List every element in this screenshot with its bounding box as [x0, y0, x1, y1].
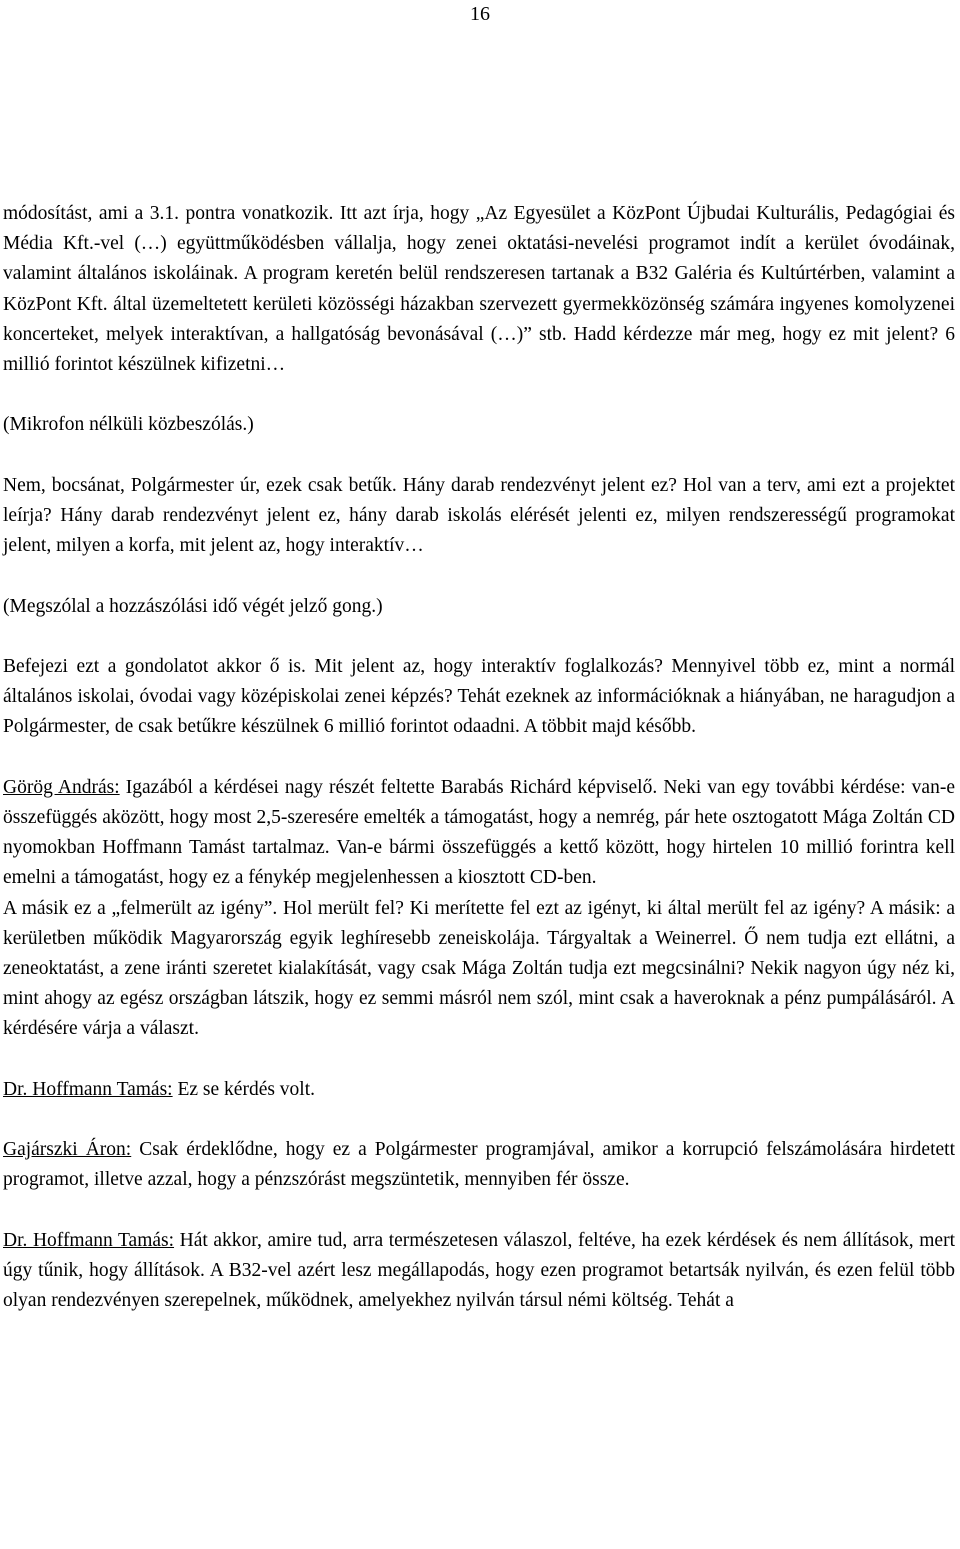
paragraph-10 [3, 1226, 955, 1317]
paragraph-text: (Megszólal a hozzászólási idő végét jelző gong.) [3, 595, 383, 617]
paragraph-text: Ez se kérdés volt. [177, 1078, 316, 1100]
paragraph-text: Befejezi ezt a gondolatot akkor ő is. Mit jelent az, hogy interaktív foglalkozás? Mennyivel több ez, mint a normál általános iskolai, óvodai vagy középiskolai zenei képzés? Tehát ezeknek az információknak a hiányában, ne haragudjon a Polgármester, de csak betűkre készülnek 6 millió forintot odaadni. A többit majd később. [3, 655, 955, 738]
paragraph-text: A másik ez a „felmerült az igény”. Hol merült fel? Ki merítette fel ezt az igényt, ki által merült fel az igény? A másik: a kerületben működik Magyarország egyik leghíresebb zeneiskolája. Tárgyaltak a Weinerrel. Ő nem tudja ezt ellátni, a zeneoktatást, a zene iránti szeretet kialakítását, vagy csak Mága Zoltán tudja ezt megcsinálni? Nekik nagyon úgy néz ki, mint ahogy az egész országban látszik, hogy ez semmi másról nem szól, mint csak a haveroknak a pénz pumpálásáról. A kérdésére várja a választ. [3, 897, 955, 1040]
speaker-name: Dr. Hoffmann Tamás: [3, 1078, 173, 1100]
speaker-name: Dr. Hoffmann Tamás: [3, 1229, 175, 1251]
paragraph-text: (Mikrofon nélküli közbeszólás.) [3, 414, 254, 436]
paragraph-7 [3, 894, 955, 1045]
paragraph-4 [3, 592, 955, 622]
paragraph-9 [3, 1135, 955, 1195]
paragraph-1 [3, 199, 955, 380]
document-body [3, 199, 955, 1316]
paragraph-text: Hát akkor, amire tud, arra természetesen válaszol, feltéve, ha ezek kérdések és nem állítások, mert úgy tűnik, hogy állítások. A B32-vel azért lesz megállapodás, hogy ezen programot betartsák nyilván, és ezen felül több olyan rendezvényen szerepelnek, működnek, amelyekhez nyilván társul némi költség. Tehát a [3, 1229, 955, 1312]
paragraph-text: Igazából a kérdései nagy részét feltette Barabás Richárd képviselő. Neki van egy további kérdése: van-e összefüggés aközött, hogy most 2,5-szeresére emelték a támogatást, hogy a nemrég, pár hete osztogatott Mága Zoltán CD nyomokban Hoffmann Tamást tartalmaz. Van-e bármi összefüggés a kettő között, hogy hirtelen 10 millió forintra kell emelni a támogatást, hogy ez a fénykép megjelenhessen a kiosztott CD-ben. [3, 776, 955, 889]
page-number: 16 [470, 3, 490, 25]
speaker-name: Görög András: [3, 776, 120, 798]
paragraph-text: Csak érdeklődne, hogy ez a Polgármester programjával, amikor a korrupció felszámolására hirdetett programot, illetve azzal, hogy a pénzszórást megszüntetik, mennyiben fér össze. [3, 1139, 955, 1191]
paragraph-text: módosítást, ami a 3.1. pontra vonatkozik. Itt azt írja, hogy „Az Egyesület a KözPont Újbudai Kulturális, Pedagógiai és Média Kft.-vel (…) együttműködésben vállalja, hogy zenei oktatási-nevelési programot indít a kerület óvodáinak, valamint általános iskoláinak. A program keretén belül rendszeresen tartanak a B32 Galéria és Kultúrtérben, valamint a KözPont Kft. által üzemeltetett kerületi közösségi házakban szervezett gyermekközönség számára ingyenes komolyzenei koncerteket, melyek interaktívan, a hallgatóság bevonásával (…)” stb. Hadd kérdezze már meg, hogy ez mit jelent? 6 millió forintot készülnek kifizetni… [3, 203, 955, 376]
paragraph-6 [3, 773, 955, 894]
paragraph-5 [3, 652, 955, 743]
speaker-name: Gajárszki Áron: [3, 1139, 132, 1161]
paragraph-3 [3, 471, 955, 562]
paragraph-text: Nem, bocsánat, Polgármester úr, ezek csak betűk. Hány darab rendezvényt jelent ez? Hol van a terv, ami ezt a projektet leírja? Hány darab rendezvényt jelent ez, hány darab iskolás elérését jelenti ez, milyen rendszerességű programokat jelent, milyen a korfa, mit jelent az, hogy interaktív… [3, 474, 955, 557]
paragraph-2 [3, 410, 955, 440]
paragraph-8 [3, 1075, 955, 1105]
